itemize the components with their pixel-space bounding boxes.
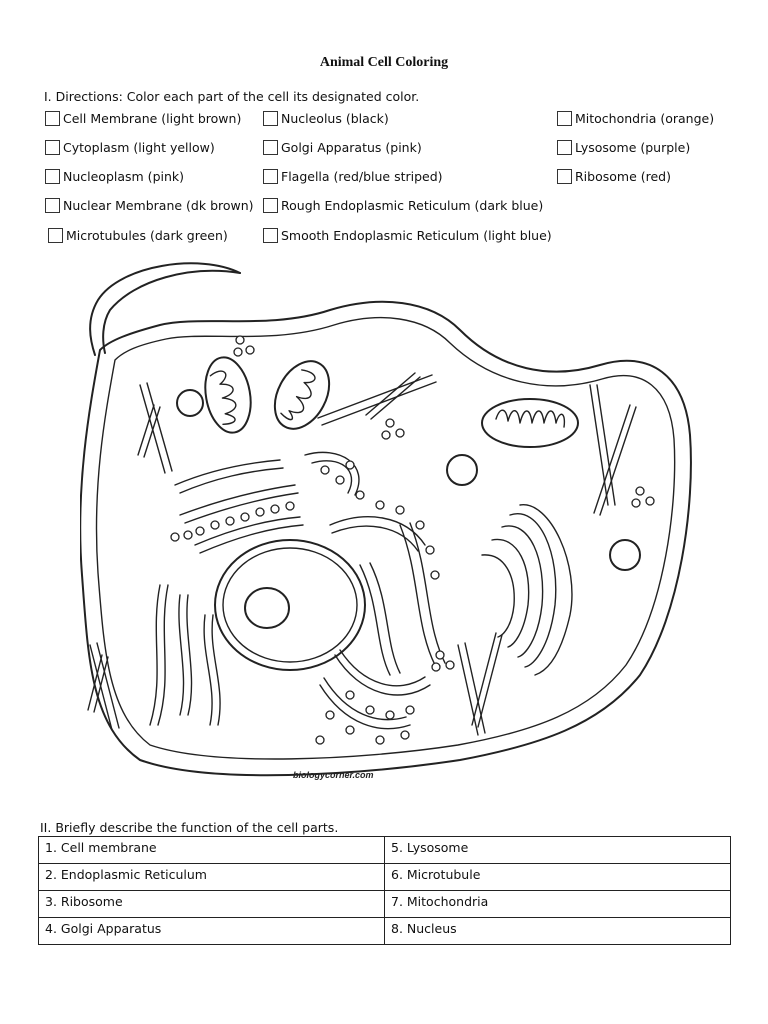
mitochondrion <box>200 354 257 436</box>
checklist-label: Smooth Endoplasmic Reticulum (light blue) <box>281 228 552 243</box>
lysosome <box>610 540 640 570</box>
checkbox[interactable] <box>45 111 60 126</box>
nuclear-membrane <box>215 540 365 670</box>
rough-endoplasmic-reticulum <box>175 452 430 728</box>
checklist-label: Nuclear Membrane (dk brown) <box>63 198 254 213</box>
checklist-label: Lysosome (purple) <box>575 140 691 155</box>
checkbox[interactable] <box>557 169 572 184</box>
directions-text: I. Directions: Color each part of the cell its designated color. <box>44 89 420 104</box>
checklist-item-mitochondria[interactable] <box>557 111 714 126</box>
table-cell[interactable]: 7. Mitochondria <box>385 891 731 918</box>
checklist-label: Flagella (red/blue striped) <box>281 169 443 184</box>
checklist-item-nucleolus[interactable] <box>263 111 389 126</box>
checkbox[interactable] <box>263 140 278 155</box>
function-table <box>38 836 731 945</box>
checklist-item-cell-membrane[interactable] <box>45 111 241 126</box>
table-cell[interactable]: 1. Cell membrane <box>39 837 385 864</box>
checkbox[interactable] <box>263 198 278 213</box>
microtubule <box>458 633 502 735</box>
lysosome <box>177 390 203 416</box>
checklist-label: Cytoplasm (light yellow) <box>63 140 215 155</box>
diagram-credit: biologycorner.com <box>293 770 374 780</box>
lysosome <box>447 455 477 485</box>
table-cell[interactable]: 3. Ribosome <box>39 891 385 918</box>
checklist-item-ribosome[interactable] <box>557 169 671 184</box>
checklist-label: Rough Endoplasmic Reticulum (dark blue) <box>281 198 544 213</box>
animal-cell-diagram <box>80 255 700 795</box>
checkbox[interactable] <box>263 169 278 184</box>
microtubule <box>318 373 436 425</box>
checklist-item-nucleoplasm[interactable] <box>45 169 184 184</box>
checkbox[interactable] <box>557 111 572 126</box>
nucleoplasm <box>223 548 357 662</box>
checklist-label: Golgi Apparatus (pink) <box>281 140 422 155</box>
table-cell[interactable]: 5. Lysosome <box>385 837 731 864</box>
checklist-item-microtubules[interactable] <box>48 228 228 243</box>
microtubule <box>88 643 119 730</box>
checklist-item-flagella[interactable] <box>263 169 443 184</box>
flagellum-inner <box>103 271 240 353</box>
checklist-item-nuclear-membrane[interactable] <box>45 198 254 213</box>
golgi-apparatus <box>482 505 572 675</box>
checkbox[interactable] <box>263 228 278 243</box>
checklist-item-golgi-apparatus[interactable] <box>263 140 422 155</box>
table-cell[interactable]: 6. Microtubule <box>385 864 731 891</box>
checkbox[interactable] <box>45 140 60 155</box>
checkbox[interactable] <box>48 228 63 243</box>
checkbox[interactable] <box>45 198 60 213</box>
checklist-item-smooth-er[interactable] <box>263 228 552 243</box>
microtubule <box>138 383 172 473</box>
table-row <box>39 837 731 864</box>
checklist-label: Ribosome (red) <box>575 169 671 184</box>
table-row <box>39 864 731 891</box>
page-title: Animal Cell Coloring <box>319 55 449 70</box>
table-row <box>39 891 731 918</box>
microtubule <box>590 385 636 515</box>
checklist-label: Nucleoplasm (pink) <box>63 169 185 184</box>
checkbox[interactable] <box>263 111 278 126</box>
checkbox[interactable] <box>557 140 572 155</box>
table-cell[interactable]: 2. Endoplasmic Reticulum <box>39 864 385 891</box>
mitochondrion <box>264 352 340 438</box>
checklist-label: Microtubules (dark green) <box>66 228 228 243</box>
section2-heading: II. Briefly describe the function of the cell parts. <box>40 820 339 835</box>
checklist-label: Cell Membrane (light brown) <box>63 111 242 126</box>
checklist-item-lysosome[interactable] <box>557 140 690 155</box>
checklist-item-cytoplasm[interactable] <box>45 140 215 155</box>
checklist-label: Mitochondria (orange) <box>575 111 715 126</box>
checklist-label: Nucleolus (black) <box>281 111 389 126</box>
table-cell[interactable]: 4. Golgi Apparatus <box>39 918 385 945</box>
checklist-item-rough-er[interactable] <box>263 198 543 213</box>
nucleolus <box>245 588 289 628</box>
table-cell[interactable]: 8. Nucleus <box>385 918 731 945</box>
checkbox[interactable] <box>45 169 60 184</box>
table-row <box>39 918 731 945</box>
mitochondrion <box>482 399 578 447</box>
